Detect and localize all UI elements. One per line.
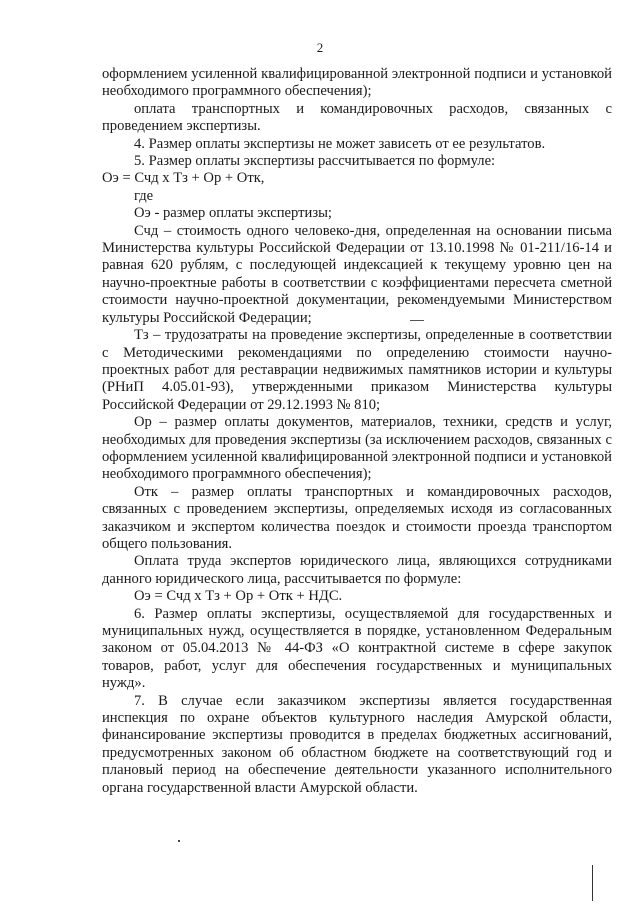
scan-mark <box>410 320 424 321</box>
paragraph: 5. Размер оплаты экспертизы рассчитывается по формуле: <box>134 153 496 170</box>
scan-edge-line <box>592 865 593 901</box>
paragraph: Оплата труда экспертов юридического лица, являющихся сотрудниками данного юридического лица, рассчитывается по формуле: <box>102 553 612 587</box>
paragraph: Оэ - размер оплаты экспертизы; <box>134 205 332 222</box>
paragraph: 6. Размер оплаты экспертизы, осуществляемой для государственных и муниципальных нужд, осуществляется в порядке, установленном Федеральным законом от 05.04.2013 № 44-ФЗ «О контрактной системе в сфере закупок товаров, работ, услуг для обеспечения государственных и муниципальных нужд». <box>102 605 612 692</box>
paragraph: где <box>134 187 154 204</box>
formula: Оэ = Счд х Тз + Ор + Отк, <box>102 170 265 187</box>
scan-speck <box>178 840 180 842</box>
paragraph: 7. В случае если заказчиком экспертизы является государственная инспекция по охране объектов культурного наследия Амурской области, финансирование экспертизы проводится в пределах бюджетных ассигнований, предусмотренных законом об областном бюджете на соответствующий год и плановый период на обеспечение деятельности указанного исполнительного органа государственной власти Амурской области. <box>102 692 612 796</box>
paragraph: оплата транспортных и командировочных расходов, связанных с проведением экспертизы. <box>102 100 612 135</box>
paragraph: оформлением усиленной квалифицированной электронной подписи и установкой необходимого программного обеспечения); <box>102 66 612 100</box>
paragraph: 4. Размер оплаты экспертизы не может зависеть от ее результатов. <box>134 135 546 152</box>
paragraph: Тз – трудозатраты на проведение экспертизы, определенные в соответствии с Методическими рекомендациями по определению стоимости научно-проектных работ для реставрации недвижимых памятников истории и культуры (РНиП 4.05.01-93), утвержденными приказом Министерства культуры Российской Федерации от 29.12.1993 № 810; <box>102 327 612 413</box>
paragraph: Отк – размер оплаты транспортных и командировочных расходов, связанных с проведением экспертизы, определяемых исходя из согласованных заказчиком и экспертом количества поездок и стоимости проезда транспортом общего пользования. <box>102 483 612 552</box>
page-number: 2 <box>316 40 324 55</box>
paragraph: Ор – размер оплаты документов, материалов, техники, средств и услуг, необходимых для проведения экспертизы (за исключением расходов, связанных с оформлением усиленной квалифицированной электронной подписи и установкой необходимого программного обеспечения); <box>102 414 612 483</box>
formula: Оэ = Счд х Тз + Ор + Отк + НДС. <box>134 588 343 605</box>
paragraph: Счд – стоимость одного человеко-дня, определенная на основании письма Министерства культуры Российской Федерации от 13.10.1998 № 01-211/16-14 и равная 620 рублям, с последующей индексацией к текущему уровню цен на научно-проектные работы в соответствии с коэффициентами пересчета сметной стоимости научно-проектной документации, рекомендуемыми Министерством культуры Российской Федерации; <box>102 222 612 326</box>
document-body <box>102 66 612 797</box>
